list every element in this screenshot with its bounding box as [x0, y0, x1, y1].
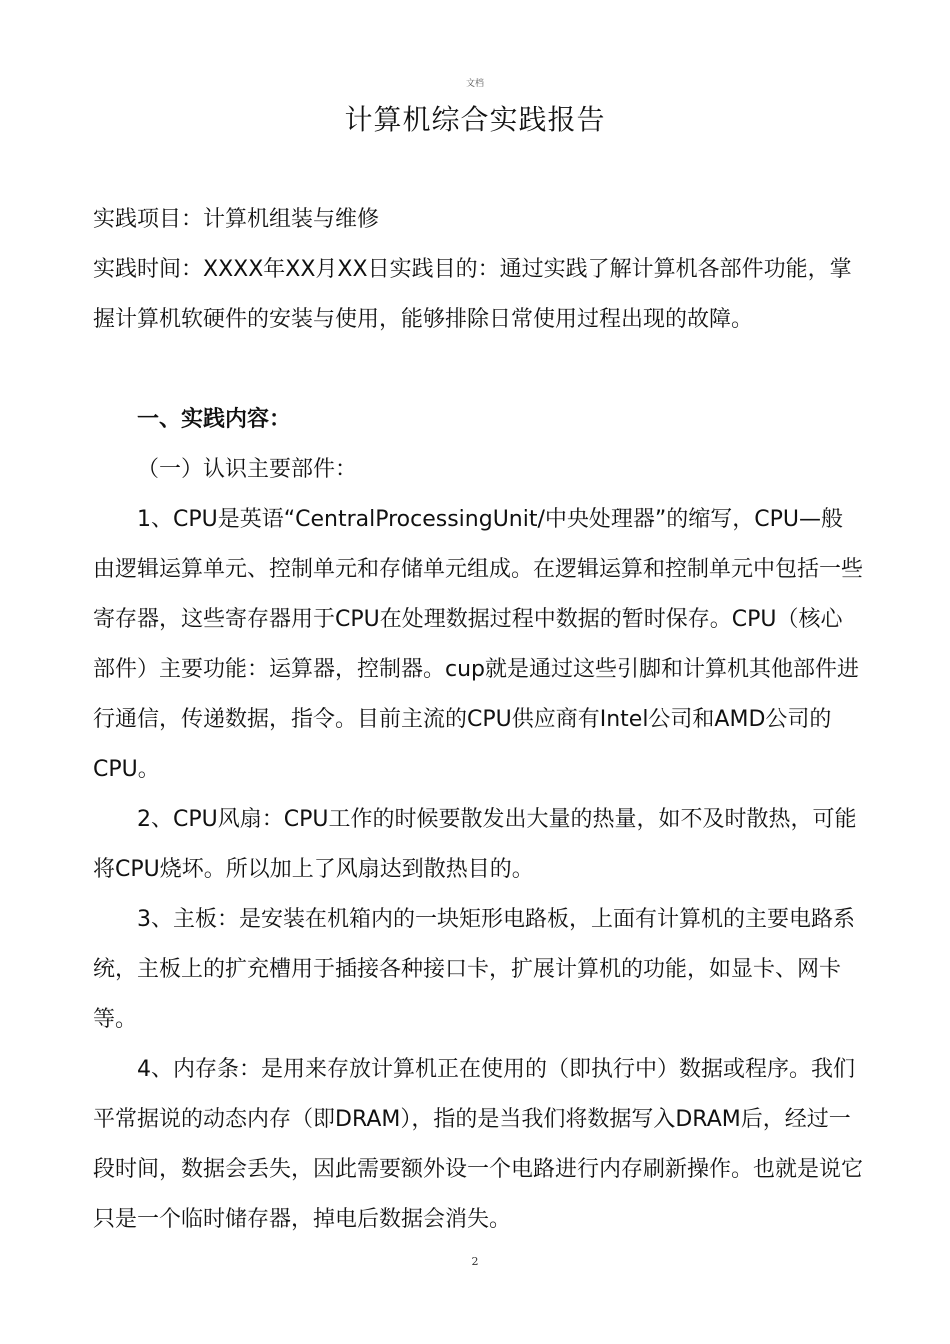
subsection-heading: （一）认识主要部件：: [137, 457, 358, 482]
paragraph-cpu: 1、CPU是英语“CentralProcessingUnit/中央处理器”的缩写，CPU—般由逻辑运算单元、控制单元和存储单元组成。在逻辑运算和控制单元中包括一些寄存器，这些寄存器用于CPU在处理数据过程中数据的暂时保存。CPU（核心部件）主要功能：运算器，控制器。cup就是通过这些引脚和计算机其他部件进行通信，传递数据，指令。目前主流的CPU供应商有Intel公司和AMD公司的CPU。: [93, 507, 864, 782]
paragraph-motherboard: 3、主板：是安装在机箱内的一块矩形电路板，上面有计算机的主要电路系统，主板上的扩充槽用于插接各种接口卡，扩展计算机的功能，如显卡、网卡等。: [93, 907, 855, 1032]
paragraph-cpu-fan: 2、CPU风扇：CPU工作的时候要散发出大量的热量，如不及时散热，可能将CPU烧坏。所以加上了风扇达到散热目的。: [93, 807, 857, 882]
document-body: [93, 195, 863, 1245]
time-purpose-paragraph: 实践时间：XXXX年XX月XX日实践目的：通过实践了解计算机各部件功能，掌握计算机软硬件的安装与使用，能够排除日常使用过程出现的故障。: [93, 257, 852, 332]
header-label: 文档: [465, 79, 484, 89]
section-heading: 一、实践内容：: [137, 407, 292, 432]
section-spacer: [93, 345, 863, 395]
paragraph-memory: 4、内存条：是用来存放计算机正在使用的（即执行中）数据或程序。我们平常据说的动态内存（即DRAM），指的是当我们将数据写入DRAM后，经过一段时间，数据会丢失，因此需要额外设一个电路进行内存刷新操作。也就是说它只是一个临时储存器，掉电后数据会消失。: [93, 1057, 864, 1232]
page-number: 2: [471, 1255, 479, 1268]
project-line: 实践项目：计算机组装与维修: [93, 207, 380, 232]
document-title: 计算机综合实践报告: [344, 103, 606, 136]
